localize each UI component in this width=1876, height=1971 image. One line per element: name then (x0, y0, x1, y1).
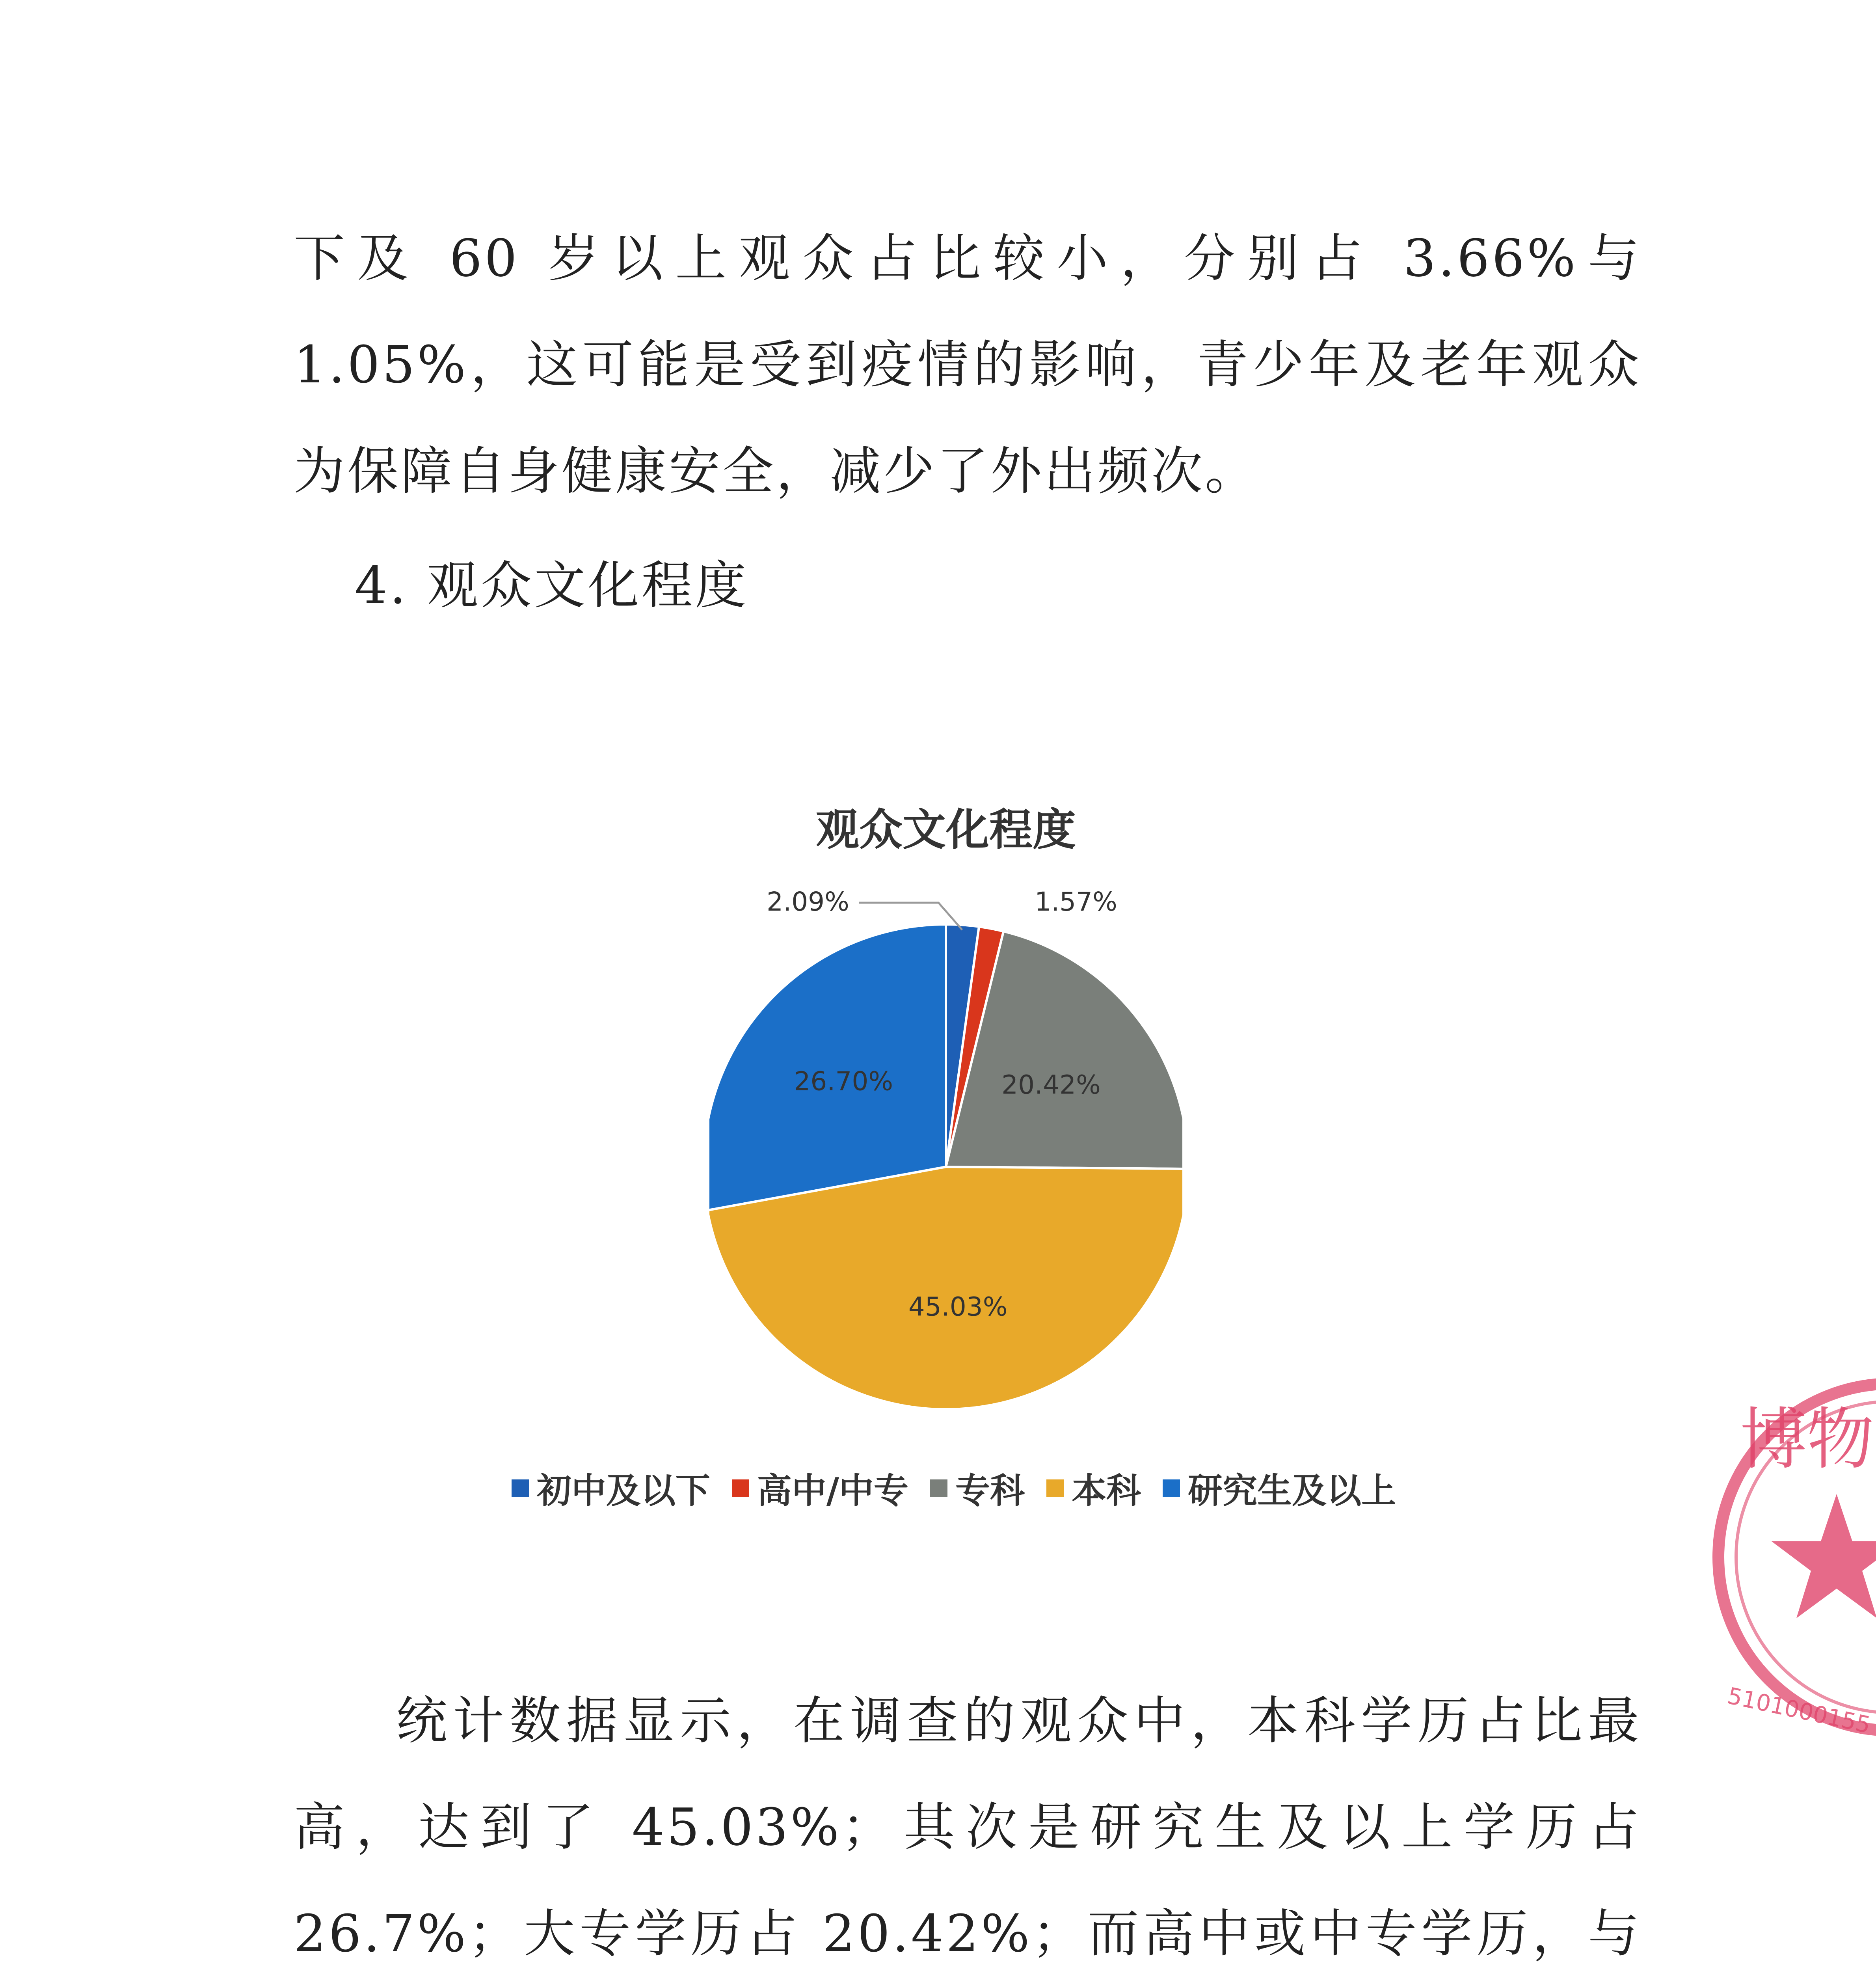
legend-swatch-4 (1046, 1479, 1064, 1497)
pie-slice-4 (709, 1167, 1182, 1409)
legend-swatch-3 (930, 1479, 947, 1497)
seal-number: 5101000155 (1725, 1682, 1873, 1739)
legend-label-1: 初中及以下 (536, 1470, 710, 1511)
legend-label-3: 专科 (955, 1470, 1025, 1511)
legend-item-3 (930, 1463, 1025, 1513)
pie-data-label-5: 26.70% (794, 1066, 893, 1097)
chart-title: 观众文化程度 (816, 805, 1076, 855)
legend-item-4 (1046, 1463, 1141, 1513)
analysis-paragraph: 统计数据显示，在调查的观众中，本科学历占比最高，达到了 45.03%；其次是研究生及以上学历占 26.7%；大专学历占 20.42%；而高中或中专学历，与 (294, 1691, 1642, 1964)
pie-data-label-4: 45.03% (908, 1291, 1008, 1322)
legend-swatch-5 (1163, 1479, 1180, 1497)
legend-item-1 (512, 1463, 710, 1513)
pie-data-label-1: 2.09% (767, 887, 849, 917)
legend-swatch-2 (732, 1479, 749, 1497)
legend-item-5 (1163, 1463, 1396, 1513)
legend-label-5: 研究生及以上 (1188, 1470, 1396, 1511)
pie-chart (709, 887, 1182, 1439)
pie-data-label-3: 20.42% (1001, 1069, 1101, 1100)
section-4-heading: 4. 观众文化程度 (355, 555, 749, 615)
chart-legend (422, 1462, 1486, 1514)
seal-star-icon (1772, 1494, 1876, 1618)
legend-label-4: 本科 (1072, 1470, 1141, 1511)
legend-swatch-1 (512, 1479, 529, 1497)
red-seal-stamp (1695, 1372, 1876, 1758)
pie-data-label-2: 1.57% (1035, 887, 1117, 917)
intro-paragraph: 下及 60 岁以上观众占比较小，分别占 3.66%与 1.05%，这可能是受到疫情的影响，青少年及老年观众为保障自身健康安全，减少了外出频次。 (294, 228, 1642, 501)
legend-label-2: 高中/中专 (757, 1470, 909, 1511)
legend-item-2 (732, 1463, 908, 1513)
seal-text-top: 博物 (1740, 1401, 1874, 1479)
